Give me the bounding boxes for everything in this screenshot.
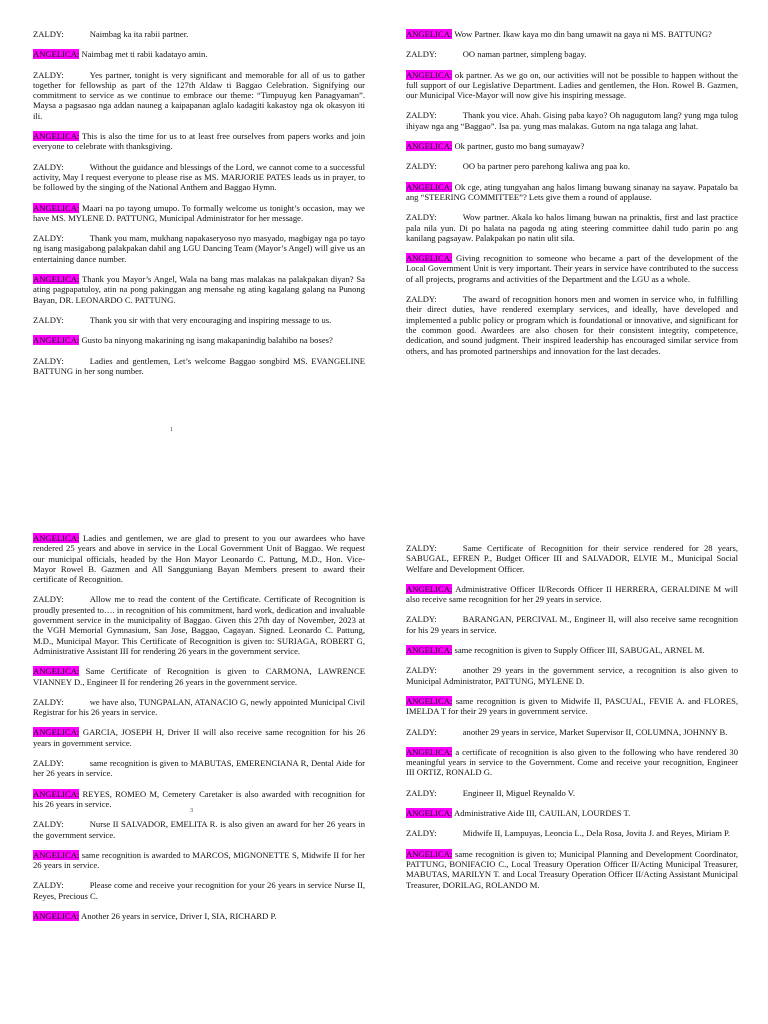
script-paragraph — [33, 911, 365, 921]
script-paragraph — [406, 808, 738, 818]
speaker-label: ANGELICA: — [406, 181, 453, 192]
paragraph-text: BARANGAN, PERCIVAL M., Engineer II, will also receive same recognition for his 29 years in service. — [406, 614, 738, 635]
script-paragraph — [33, 533, 365, 584]
paragraph-text: Wow Partner. Ikaw kaya mo din bang umawit na gaya ni MS. BATTUNG? — [454, 29, 712, 39]
script-paragraph — [406, 696, 738, 717]
paragraph-text: OO ba partner pero parehong kaliwa ang paa ko. — [462, 161, 630, 172]
script-paragraph — [33, 315, 365, 325]
script-paragraph — [406, 141, 738, 151]
paragraph-text: Ok cge, ating tungyahan ang halos limang buwang sinanay na sayaw. Papatalo ba ang “STEERING COMMITTEE”? Lets give them a round of applause. — [406, 181, 739, 202]
speaker-label: ANGELICA: — [406, 69, 453, 80]
script-paragraph — [33, 203, 365, 224]
script-paragraph — [406, 212, 738, 243]
speaker-label: ZALDY: — [406, 828, 437, 839]
script-paragraph — [33, 49, 365, 59]
speaker-label: ANGELICA: — [33, 131, 80, 142]
script-paragraph — [33, 880, 365, 901]
paragraph-text: a certificate of recognition is also given to the following who have rendered 30 meaningful years in service to the Government. Come and receive your recognition, Engineer III ORTIZ, RONALD G. — [406, 746, 738, 778]
paragraph-text: same recognition is given to Supply Officer III, SABUGAL, ARNEL M. — [454, 645, 705, 656]
paragraph-text: same recognition is given to Midwife II, PASCUAL, FEVIE A. and FLORES, IMELDA T for their 29 years in government service. — [406, 695, 738, 717]
speaker-label: ZALDY: — [406, 110, 437, 121]
paragraph-text: Allow me to read the content of the Certificate. Certificate of Recognition is proudly presented to…. in recognition of his commitment, hard work, dedication and invaluable government service in the municipality of Baggao. Given this 27th day of November, 2023 at the VGH Memorial Gymnasium, San Jose, Baggao, Cagayan. Signed. Leonardo C. Pattung, M.D., Municipal Mayor. This Certificate of Recognition is given to: SURIAGA, ROBERT G, Administrative Assistant III for rendering 26 years in the government service. — [33, 594, 365, 656]
speaker-label: ZALDY: — [33, 819, 64, 830]
script-paragraph — [406, 161, 738, 171]
script-paragraph — [406, 253, 738, 284]
paragraph-text: Yes partner, tonight is very significant and memorable for all of us to gather together for fellowship as part of the 127th Aldaw ti Baggao Celebration. Signifying our commitment to service as we continue to embrace our theme: “Timpuyug ken Panagyaman”. Maysa a pagsasao nga addan nauneg a kaipapanan aglalo kadagiti kakastoy nga ok okasyon iti ili. — [33, 69, 365, 121]
paragraph-text: another 29 years in service, Market Supervisor II, COLUMNA, JOHNNY B. — [462, 726, 728, 737]
script-paragraph — [33, 819, 365, 840]
script-paragraph — [33, 697, 365, 718]
script-paragraph — [406, 828, 738, 838]
paragraph-text: Nurse II SALVADOR, EMELITA R. is also given an award for her 26 years in the government service. — [33, 819, 365, 840]
script-paragraph — [33, 594, 365, 656]
speaker-label: ZALDY: — [406, 543, 437, 553]
speaker-label: ZALDY: — [406, 614, 437, 625]
paragraph-text: Gusto ba ninyong makarining ng isang makapanindig balahibo na boses? — [81, 335, 333, 346]
paragraph-text: Maari na po tayong umupo. To formally welcome us tonight’s occasion, may we have MS. MYLENE D. PATTUNG, Municipal Administrator for her message. — [33, 202, 365, 223]
speaker-label: ZALDY: — [33, 758, 64, 769]
script-paragraph — [406, 543, 738, 574]
paragraph-text: Thank you mam, mukhang napakaseryoso nyo masyado, magbigay nga po tayo ng isang masigabong palakpakan dahil ang LGU Dancing Team (Mayor’s Angel) will give us an entertaining dance number. — [33, 233, 365, 264]
speaker-label: ANGELICA: — [406, 583, 453, 594]
column-top-left — [33, 29, 365, 386]
paragraph-text: This is also the time for us to at least free ourselves from papers works and join everyone to celebrate with thanksgiving. — [33, 131, 365, 152]
speaker-label: ANGELICA: — [33, 666, 80, 677]
speaker-label: ANGELICA: — [33, 533, 80, 543]
script-paragraph — [33, 666, 365, 687]
paragraph-text: same recognition is given to; Municipal Planning and Development Coordinator, PATTUNG, BONIFACIO C., Local Treasury Operation Officer II/Acting Municipal Treasurer, MABUTAS, MARILYN T. and Local Treasury Operation Officer II/Acting Assistant Municipal Treasurer, DORILAG, ROLANDO M. — [406, 848, 738, 890]
paragraph-text: REYES, ROMEO M, Cemetery Caretaker is also awarded with recognition for his 26 years in service. — [33, 788, 365, 809]
speaker-label: ANGELICA: — [406, 746, 453, 757]
script-paragraph — [33, 233, 365, 264]
paragraph-text: Engineer II, Miguel Reynaldo V. — [462, 787, 576, 798]
paragraph-text: Wow partner. Akala ko halos limang buwan na prinaktis, first and last practice pala nila yun. Di po halata na pagoda ng ating steering committee dahil tudo parin po ang kanilang pagsayaw. Palakpakan po natin ulit sila. — [406, 212, 738, 243]
speaker-label: ZALDY: — [33, 29, 64, 39]
speaker-label: ANGELICA: — [406, 848, 453, 859]
speaker-label: ZALDY: — [33, 161, 64, 172]
paragraph-text: OO naman partner, simpleng bagay. — [462, 49, 587, 60]
paragraph-text: Thank you Mayor’s Angel, Wala na bang mas malakas na palakpakan diyan? Sa ating pagpapatuloy, atin na pong pakinggan ang mensahe ng ating kagalang galang na Punong Bayan, DR. LEONARDO C. PATTUNG. — [33, 274, 365, 305]
script-paragraph — [406, 665, 738, 686]
paragraph-text: Same Certificate of Recognition for their service rendered for 28 years, SABUGAL, EFREN P., Budget Officer III and SALVADOR, ELVIE M., Municipal Social Welfare and Development Officer. — [406, 543, 738, 574]
speaker-label: ZALDY: — [406, 665, 437, 676]
script-paragraph — [406, 727, 738, 737]
paragraph-text: Administrative Aide III, CAUILAN, LOURDES T. — [454, 808, 631, 819]
speaker-label: ZALDY: — [33, 594, 64, 605]
speaker-label: ZALDY: — [406, 212, 437, 223]
paragraph-text: GARCIA, JOSEPH H, Driver II will also receive same recognition for his 26 years in government service. — [33, 727, 365, 748]
script-paragraph — [406, 849, 738, 890]
speaker-label: ANGELICA: — [33, 727, 80, 738]
script-paragraph — [406, 788, 738, 798]
script-paragraph — [33, 789, 365, 810]
speaker-label: ANGELICA: — [406, 253, 453, 264]
speaker-label: ANGELICA: — [33, 911, 80, 922]
speaker-label: ZALDY: — [406, 294, 437, 305]
speaker-label: ANGELICA: — [406, 141, 453, 152]
script-paragraph — [406, 29, 738, 39]
paragraph-text: Ladies and gentlemen, we are glad to present to you our awardees who have rendered 25 years and above in service in the Local Government Unit of Baggao. We request our municipal officials, headed by the Hon Mayor Leonardo C. Pattung, M.D., Hon. Vice-Mayor Rowel B. Gazmen and All Sangguniang Bayan Members present to award their certificate of Recognition. — [33, 533, 365, 585]
script-paragraph — [406, 294, 738, 356]
paragraph-text: Without the guidance and blessings of the Lord, we cannot come to a successful activity, May I request everyone to please rise as MS. MARJORIE PATES leads us in prayer, to be followed by the singing of the National Anthem and Baggao Hymn. — [33, 161, 365, 193]
speaker-label: ANGELICA: — [406, 808, 453, 819]
script-paragraph — [33, 727, 365, 748]
script-paragraph — [406, 645, 738, 655]
speaker-label: ANGELICA: — [406, 645, 453, 656]
page-number: 3 — [190, 808, 193, 814]
script-paragraph — [406, 584, 738, 605]
paragraph-text: Administrative Officer II/Records Officer II HERRERA, GERALDINE M will also receive same recognition for her 29 years in service. — [406, 583, 738, 605]
paragraph-text: ok partner. As we go on, our activities will not be possible to happen without the full support of our Legislative Department. Ladies and gentlemen, the Hon. Rowel B. Gazmen, our Municipal Vice-Mayor will now give his inspiring message. — [406, 69, 738, 101]
script-paragraph — [406, 110, 738, 131]
paragraph-text: Please come and receive your recognition for your 26 years in service Nurse II, Reyes, Precious C. — [33, 880, 365, 901]
script-paragraph — [33, 131, 365, 152]
speaker-label: ANGELICA: — [33, 335, 80, 346]
script-paragraph — [33, 70, 365, 121]
speaker-label: ANGELICA: — [406, 695, 453, 706]
speaker-label: ZALDY: — [33, 696, 64, 707]
script-paragraph — [406, 747, 738, 778]
script-paragraph — [33, 758, 365, 779]
paragraph-text: Thank you sir with that very encouraging and inspiring message to us. — [89, 314, 332, 325]
paragraph-text: Naimbag met ti rabii kadatayo amin. — [81, 49, 208, 60]
paragraph-text: Ok partner, gusto mo bang sumayaw? — [454, 141, 585, 152]
script-paragraph — [33, 162, 365, 193]
paragraph-text: The award of recognition honors men and women in service who, in fulfilling their direct duties, have rendered exemplary services, and ideally, have developed and implemented a public policy or program which is foundational or innovative, and significant for the common good. Awardees are also chosen for their consistent integrity, competence, dedication, and sound judgment. Their inspired leadership has encouraged similar service from others, and has promoted partnerships and innovation for the last decades. — [406, 294, 738, 356]
speaker-label: ANGELICA: — [33, 49, 80, 60]
script-paragraph — [33, 29, 365, 39]
script-paragraph — [33, 356, 365, 377]
speaker-label: ZALDY: — [33, 355, 64, 366]
speaker-label: ANGELICA: — [33, 202, 80, 213]
script-paragraph — [33, 850, 365, 871]
speaker-label: ZALDY: — [406, 726, 437, 737]
speaker-label: ZALDY: — [406, 787, 437, 798]
speaker-label: ZALDY: — [406, 49, 437, 60]
column-top-right — [406, 29, 738, 366]
paragraph-text: Naimbag ka ita rabii partner. — [89, 29, 189, 39]
speaker-label: ANGELICA: — [33, 788, 80, 799]
paragraph-text: Thank you vice. Ahah. Gising paba kayo? Oh nagugutom lang? yung mga tulog ihiyaw nga ang “Baggao”. Isa pa. yung mas malakas. Gutom na nga talaga ang lahat. — [406, 110, 738, 131]
speaker-label: ZALDY: — [33, 314, 64, 325]
script-paragraph — [33, 335, 365, 345]
script-paragraph — [406, 70, 738, 101]
script-paragraph — [406, 182, 738, 203]
script-paragraph — [406, 614, 738, 635]
speaker-label: ANGELICA: — [33, 274, 80, 285]
paragraph-text: Giving recognition to someone who became a part of the development of the Local Government Unit is very important. Their years in service have contributed to the success of all projects, programs and activities of the Department and the LGU as a whole. — [406, 253, 738, 284]
page-number: 1 — [170, 427, 173, 433]
paragraph-text: Ladies and gentlemen, Let’s welcome Baggao songbird MS. EVANGELINE BATTUNG in her song number. — [33, 355, 365, 376]
paragraph-text: another 29 years in the government service, a recognition is also given to Municipal Administrator, PATTUNG, MYLENE D. — [406, 665, 738, 686]
column-bottom-right — [406, 543, 738, 900]
speaker-label: ZALDY: — [406, 161, 437, 172]
script-paragraph — [33, 274, 365, 305]
speaker-label: ANGELICA: — [33, 849, 80, 860]
column-bottom-left — [33, 533, 365, 931]
paragraph-text: Midwife II, Lampuyas, Leoncia L., Dela Rosa, Jovita J. and Reyes, Miriam P. — [462, 828, 731, 839]
paragraph-text: same recognition is given to MABUTAS, EMERENCIANA R, Dental Aide for her 26 years in service. — [33, 758, 365, 779]
paragraph-text: we have also, TUNGPALAN, ATANACIO G, newly appointed Municipal Civil Registrar for his 26 years in service. — [33, 696, 365, 718]
script-paragraph — [406, 49, 738, 59]
speaker-label: ZALDY: — [33, 880, 64, 891]
speaker-label: ANGELICA: — [406, 29, 453, 39]
paragraph-text: Another 26 years in service, Driver I, SIA, RICHARD P. — [81, 911, 277, 922]
speaker-label: ZALDY: — [33, 69, 64, 80]
speaker-label: ZALDY: — [33, 233, 64, 244]
paragraph-text: same recognition is awarded to MARCOS, MIGNONETTE S, Midwife II for her 26 years in service. — [33, 849, 365, 871]
paragraph-text: Same Certificate of Recognition is given to CARMONA, LAWRENCE VIANNEY D., Engineer II for rendering 26 years in the government service. — [33, 666, 365, 687]
